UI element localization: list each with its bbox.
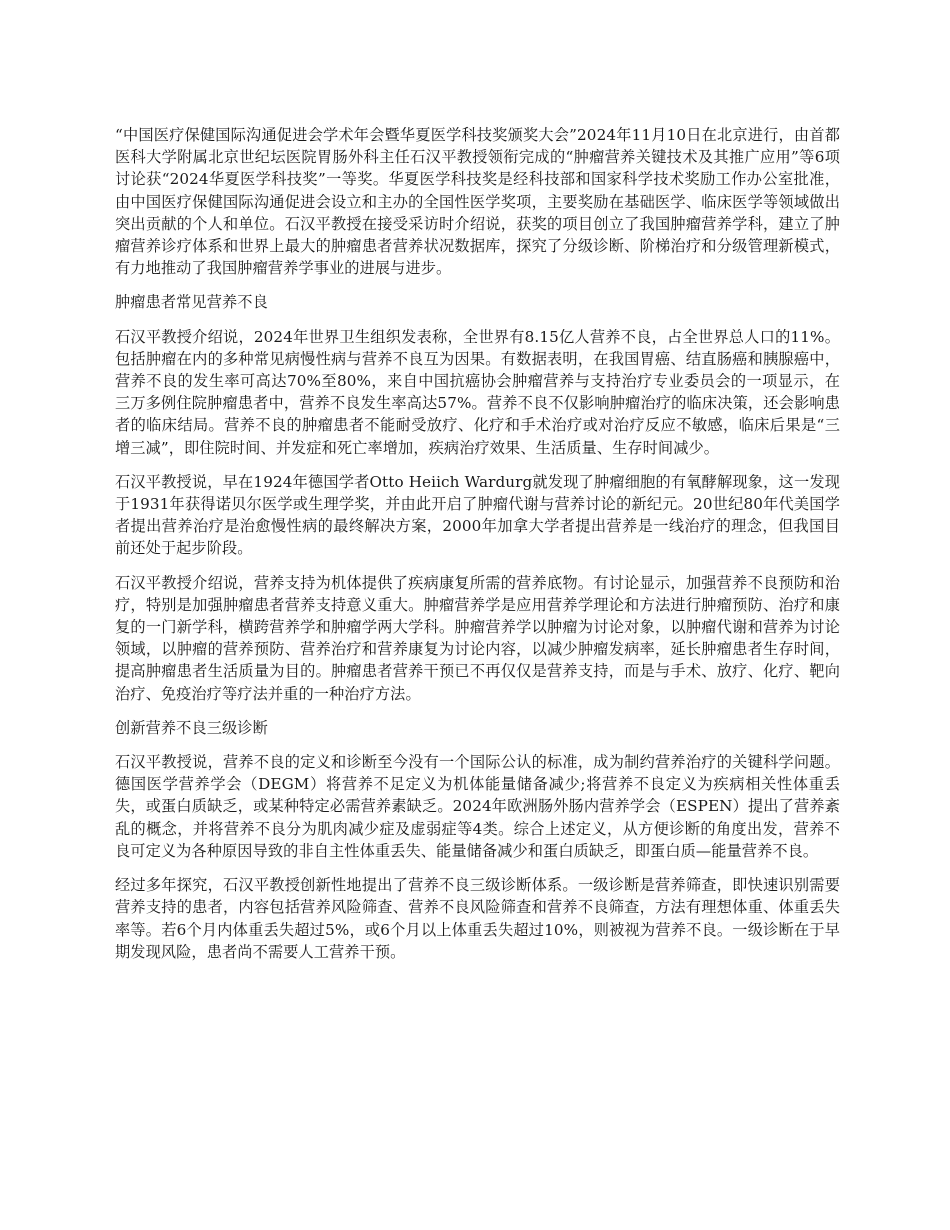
section-heading-diagnosis: 创新营养不良三级诊断 — [115, 718, 268, 737]
paragraph-award-intro: “中国医疗保健国际沟通促进会学术年会暨华夏医学科技奖颁奖大会”2024年11月10日在北京进行，由首都医科大学附属北京世纪坛医院胃肠外科主任石汉平教授领衔完成的“肿瘤营养关键技术及其推广应用”等6项讨论获“2024华夏医学科技奖”一等奖。华夏医学科技奖是经科技部和国家科学技术奖励工作办公室批准，由中国医疗保健国际沟通促进会设立和主办的全国性医学奖项，主要奖励在基础医学、临床医学等领域做出突出贡献的个人和单位。石汉平教授在接受采访时介绍说，获奖的项目创立了我国肿瘤营养学科，建立了肿瘤营养诊疗体系和世界上最大的肿瘤患者营养状况数据库，探究了分级诊断、阶梯治疗和分级管理新模式，有力地推动了我国肿瘤营养学事业的进展与进步。 — [115, 126, 840, 278]
paragraph-definition: 石汉平教授说，营养不良的定义和诊断至今没有一个国际公认的标准，成为制约营养治疗的关键科学问题。德国医学营养学会（DEGM）将营养不足定义为机体能量储备减少;将营养不良定义为疾病相关性体重丢失，或蛋白质缺乏，或某种特定必需营养素缺乏。2024年欧洲肠外肠内营养学会（ESPEN）提出了营养紊乱的概念，并将营养不良分为肌肉减少症及虚弱症等4类。综合上述定义，从方便诊断的角度出发，营养不良可定义为各种原因导致的非自主性体重丢失、能量储备减少和蛋白质缺乏，即蛋白质—能量营养不良。 — [115, 753, 840, 860]
paragraph-oncology-nutrition: 石汉平教授介绍说，营养支持为机体提供了疾病康复所需的营养底物。有讨论显示，加强营养不良预防和治疗，特别是加强肿瘤患者营养支持意义重大。肿瘤营养学是应用营养学理论和方法进行肿瘤预防、治疗和康复的一门新学科，横跨营养学和肿瘤学两大学科。肿瘤营养学以肿瘤为讨论对象，以肿瘤代谢和营养为讨论领域，以肿瘤的营养预防、营养治疗和营养康复为讨论内容，以减少肿瘤发病率，延长肿瘤患者生存时间，提高肿瘤患者生活质量为目的。肿瘤患者营养干预已不再仅仅是营养支持，而是与手术、放疗、化疗、靶向治疗、免疫治疗等疗法并重的一种治疗方法。 — [115, 573, 840, 703]
paragraph-history: 石汉平教授说，早在1924年德国学者Otto Heiich Wardurg就发现了肿瘤细胞的有氧酵解现象，这一发现于1931年获得诺贝尔医学或生理学奖，并由此开启了肿瘤代谢与营养讨论的新纪元。20世纪80年代美国学者提出营养治疗是治愈慢性病的最终解决方案，2000年加拿大学者提出营养是一线治疗的理念，但我国目前还处于起步阶段。 — [115, 472, 840, 558]
section-heading-malnutrition: 肿瘤患者常见营养不良 — [115, 293, 268, 312]
paragraph-three-level-diagnosis: 经过多年探究，石汉平教授创新性地提出了营养不良三级诊断体系。一级诊断是营养筛查，即快速识别需要营养支持的患者，内容包括营养风险筛查、营养不良风险筛查和营养不良筛查，方法有理想体重、体重丢失率等。若6个月内体重丢失超过5%，或6个月以上体重丢失超过10%，则被视为营养不良。一级诊断在于早期发现风险，患者尚不需要人工营养干预。 — [115, 876, 840, 961]
paragraph-malnutrition-stats: 石汉平教授介绍说，2024年世界卫生组织发表称，全世界有8.15亿人营养不良，占全世界总人口的11%。包括肿瘤在内的多种常见病慢性病与营养不良互为因果。有数据表明，在我国胃癌、结直肠癌和胰腺癌中，营养不良的发生率可高达70%至80%，来自中国抗癌协会肿瘤营养与支持治疗专业委员会的一项显示，在三万多例住院肿瘤患者中，营养不良发生率高达57%。营养不良不仅影响肿瘤治疗的临床决策，还会影响患者的临床结局。营养不良的肿瘤患者不能耐受放疗、化疗和手术治疗或对治疗反应不敏感，临床后果是“三增三减”，即住院时间、并发症和死亡率增加，疾病治疗效果、生活质量、生存时间减少。 — [115, 327, 840, 457]
article-body — [115, 124, 840, 975]
